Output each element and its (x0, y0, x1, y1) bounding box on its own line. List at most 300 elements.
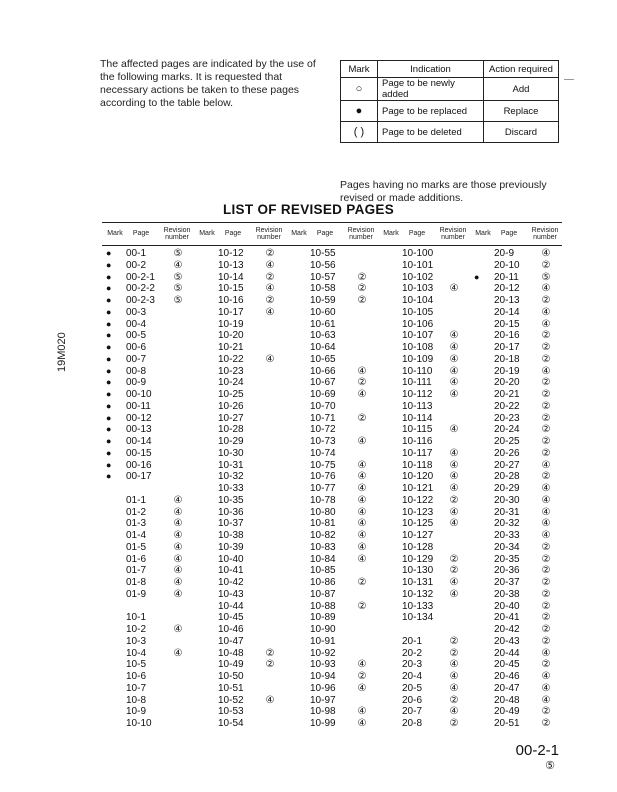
revision-row (470, 354, 562, 366)
revision-number: ④ (541, 318, 551, 330)
page-id: 10-93 (310, 659, 336, 671)
revision-row (194, 260, 286, 272)
revision-number: ② (357, 600, 367, 612)
revision-row (286, 295, 378, 307)
column-header-mark: Mark (107, 230, 123, 238)
page-id: 20-15 (494, 318, 520, 330)
column-header-revision: Revision number (347, 226, 375, 241)
revision-row (470, 471, 562, 483)
page-id: 10-23 (218, 365, 244, 377)
revision-number: ④ (173, 565, 183, 577)
revision-row (102, 659, 194, 671)
revision-row (286, 424, 378, 436)
revision-row (378, 260, 470, 272)
revision-number: ② (541, 342, 551, 353)
page-id: 20-43 (494, 635, 520, 647)
page-id: 00-13 (126, 424, 152, 436)
revision-row (470, 295, 562, 307)
revision-row (102, 413, 194, 425)
page-id: 10-122 (402, 494, 434, 506)
revision-row (378, 589, 470, 601)
revision-row (102, 401, 194, 413)
revision-number: ④ (449, 518, 459, 530)
page-id: 10-31 (218, 459, 244, 471)
revision-row (102, 507, 194, 519)
revision-number: ④ (449, 682, 459, 694)
revision-mark: ● (106, 295, 112, 305)
page-id: 10-115 (402, 424, 433, 436)
revision-row (194, 659, 286, 671)
page-id: 10-28 (218, 424, 244, 436)
page-id: 10-82 (310, 530, 336, 541)
revision-number: ② (541, 659, 551, 671)
revision-number: ② (265, 271, 275, 283)
page-id: 10-21 (218, 342, 244, 353)
revision-row (102, 377, 194, 389)
revision-number: ② (541, 624, 551, 635)
revision-number: ② (541, 718, 551, 729)
page-id: 10-87 (310, 588, 336, 600)
revision-row (470, 589, 562, 601)
page-id: 10-51 (218, 682, 244, 694)
marks-header-indication: Indication (378, 61, 484, 78)
page-id: 10-14 (218, 271, 244, 283)
revision-number: ② (449, 647, 459, 659)
revision-row (470, 272, 562, 284)
revision-row (286, 389, 378, 401)
revision-number: ② (449, 565, 459, 577)
revision-number: ② (357, 412, 367, 424)
revision-mark: ● (106, 330, 112, 341)
column-header-page: Page (408, 230, 426, 238)
revision-number: ② (357, 377, 367, 389)
revision-mark: ● (106, 342, 112, 352)
revision-number: ② (541, 541, 551, 553)
revision-row (470, 260, 562, 272)
revision-number: ② (357, 283, 367, 295)
revision-row (378, 460, 470, 472)
page-id: 10-88 (310, 600, 336, 612)
revision-number: ④ (541, 647, 551, 659)
revision-number: ⑤ (173, 295, 183, 306)
page-id: 00-5 (126, 330, 147, 342)
page-id: 10-117 (402, 447, 433, 459)
page-id: 00-10 (126, 389, 152, 400)
revision-row (102, 612, 194, 624)
revision-row (286, 636, 378, 648)
marks-legend-row (341, 101, 559, 122)
page-id: 10-29 (218, 436, 244, 447)
revision-number: ④ (357, 553, 367, 565)
revision-row (194, 471, 286, 483)
page-id: 10-100 (402, 248, 434, 259)
page-id: 10-46 (218, 624, 244, 635)
revision-row (470, 283, 562, 295)
revision-row (286, 683, 378, 695)
page-id: 10-16 (218, 295, 244, 306)
page-id: 20-20 (494, 377, 520, 389)
revision-row (470, 706, 562, 718)
revision-number: ④ (541, 283, 551, 295)
page-id: 10-120 (402, 471, 434, 483)
revision-row (378, 366, 470, 378)
marks-legend-row (341, 122, 559, 143)
revision-row (286, 542, 378, 554)
page-id: 10-4 (126, 647, 147, 659)
revision-row (102, 330, 194, 342)
revision-number: ④ (449, 283, 459, 295)
column-header-page: Page (224, 230, 242, 238)
page-id: 01-6 (126, 553, 147, 565)
page-id: 10-97 (310, 694, 336, 706)
page-id: 10-47 (218, 635, 244, 647)
page-id: 10-108 (402, 342, 434, 353)
revision-row (286, 436, 378, 448)
revision-row (378, 577, 470, 589)
revision-row (470, 448, 562, 460)
revision-row (378, 706, 470, 718)
page-id: 10-50 (218, 671, 244, 682)
page-id: 10-37 (218, 518, 244, 530)
page-id: 00-4 (126, 318, 147, 330)
page-id: 10-25 (218, 389, 244, 400)
marks-legend-table (340, 60, 559, 143)
revision-row (194, 354, 286, 366)
page-id: 20-25 (494, 436, 520, 447)
page-id: 00-9 (126, 377, 147, 389)
page-id: 10-99 (310, 718, 336, 729)
revision-number: ④ (449, 377, 459, 389)
revision-row (286, 354, 378, 366)
page-id: 10-80 (310, 506, 336, 518)
revision-number: ② (541, 565, 551, 577)
revision-row (194, 248, 286, 260)
revision-number: ④ (173, 541, 183, 553)
revision-row (470, 319, 562, 331)
revision-row (286, 283, 378, 295)
page-id: 10-116 (402, 436, 433, 447)
margin-rule (564, 79, 574, 80)
page-id: 01-1 (126, 494, 147, 506)
revision-number: ④ (357, 530, 367, 541)
revision-row (102, 460, 194, 472)
page-id: 10-24 (218, 377, 244, 389)
revision-number: ② (541, 577, 551, 588)
page-id: 10-107 (402, 330, 434, 342)
revision-row (470, 413, 562, 425)
revised-pages-column (102, 248, 194, 730)
revision-number: ④ (541, 494, 551, 506)
revision-number: ④ (357, 541, 367, 553)
revision-number: ② (449, 494, 459, 506)
revision-row (286, 319, 378, 331)
revision-row (286, 507, 378, 519)
page-id: 20-45 (494, 659, 520, 671)
revision-row (102, 695, 194, 707)
page-id: 20-5 (402, 682, 423, 694)
page-id: 10-54 (218, 718, 244, 729)
side-code: 19M020 (56, 332, 68, 372)
page-id: 10-61 (310, 318, 336, 330)
page-id: 10-89 (310, 612, 336, 624)
page-id: 10-27 (218, 412, 244, 424)
revision-number: ④ (265, 283, 275, 295)
page-id: 20-2 (402, 647, 423, 659)
revision-number: ② (541, 436, 551, 447)
revision-row (378, 507, 470, 519)
revision-number: ⑤ (173, 271, 183, 283)
revised-pages-column (378, 248, 470, 730)
page-id: 10-123 (402, 506, 434, 518)
revision-row (286, 483, 378, 495)
revision-row (470, 601, 562, 613)
page-id: 10-91 (310, 635, 336, 647)
page-id: 01-5 (126, 541, 147, 553)
page-id: 20-40 (494, 600, 520, 612)
column-header-mark: Mark (383, 230, 399, 238)
page-id: 20-13 (494, 295, 520, 306)
revision-row (102, 366, 194, 378)
revision-mark: ● (106, 436, 112, 446)
page-id: 20-18 (494, 353, 520, 365)
page-id: 10-125 (402, 518, 434, 530)
revision-number: ④ (541, 530, 551, 541)
page-id: 20-35 (494, 553, 520, 565)
revision-row (102, 577, 194, 589)
mark-action: Add (484, 78, 559, 101)
revision-number: ② (265, 659, 275, 671)
page-id: 10-84 (310, 553, 336, 565)
revision-number: ② (357, 577, 367, 588)
page-id: 10-49 (218, 659, 244, 671)
page-id: 10-35 (218, 494, 244, 506)
column-header-revision: Revision number (163, 226, 191, 241)
revision-row (378, 307, 470, 319)
revision-row (286, 554, 378, 566)
page-id: 00-8 (126, 365, 147, 377)
page-id: 20-19 (494, 365, 520, 377)
revision-row (102, 448, 194, 460)
revision-number: ④ (357, 518, 367, 530)
page-id: 20-3 (402, 659, 423, 671)
revision-number: ④ (541, 518, 551, 530)
page-id: 10-104 (402, 295, 434, 306)
revision-row (378, 471, 470, 483)
revision-number: ④ (265, 353, 275, 365)
revision-row (470, 507, 562, 519)
revision-row (470, 671, 562, 683)
revision-row (194, 307, 286, 319)
revision-number: ④ (357, 471, 367, 483)
revision-number: ④ (449, 706, 459, 718)
revision-row (378, 248, 470, 260)
revision-row (378, 659, 470, 671)
revision-number: ④ (173, 494, 183, 506)
page-id: 10-26 (218, 400, 244, 412)
page-id: 10-56 (310, 259, 336, 271)
revision-row (102, 272, 194, 284)
revision-row (470, 377, 562, 389)
revision-row (194, 507, 286, 519)
page-id: 10-105 (402, 306, 434, 318)
revision-row (194, 424, 286, 436)
revision-row (194, 695, 286, 707)
page-id: 20-11 (494, 271, 519, 283)
revision-row (470, 554, 562, 566)
revision-row (194, 436, 286, 448)
revision-row (470, 518, 562, 530)
revision-number: ④ (265, 306, 275, 318)
revision-row (286, 577, 378, 589)
page-id: 10-131 (402, 577, 434, 588)
page-id: 20-1 (402, 635, 423, 647)
page-id: 00-2 (126, 259, 147, 271)
page-id: 20-9 (494, 248, 515, 259)
page-id: 10-118 (402, 459, 433, 471)
revision-row (286, 671, 378, 683)
page-id: 10-55 (310, 248, 336, 259)
revision-row (194, 495, 286, 507)
revision-row (102, 283, 194, 295)
page-id: 00-2-1 (126, 271, 155, 283)
revision-row (102, 565, 194, 577)
page-id: 10-128 (402, 541, 434, 553)
list-title: LIST OF REVISED PAGES (222, 202, 395, 217)
revision-row (194, 706, 286, 718)
revision-row (286, 565, 378, 577)
revision-row (194, 413, 286, 425)
revision-row (378, 565, 470, 577)
revision-number: ② (449, 694, 459, 706)
revised-pages-header (102, 222, 562, 246)
revision-row (194, 319, 286, 331)
revision-number: ④ (541, 682, 551, 694)
page-id: 20-46 (494, 671, 520, 682)
page-id: 10-3 (126, 635, 147, 647)
revision-number: ④ (173, 577, 183, 588)
marks-note: Pages having no marks are those previously revised or made additions. (340, 179, 547, 204)
revision-row (378, 330, 470, 342)
revision-number: ② (449, 635, 459, 647)
revision-number: ④ (357, 459, 367, 471)
revision-row (378, 636, 470, 648)
revision-row (286, 471, 378, 483)
page-id: 20-32 (494, 518, 520, 530)
revision-row (378, 377, 470, 389)
page-id: 10-1 (126, 612, 147, 624)
revision-number: ④ (173, 530, 183, 541)
page-id: 20-30 (494, 494, 520, 506)
revision-row (102, 471, 194, 483)
page-id: 01-3 (126, 518, 147, 530)
revision-number: ④ (173, 647, 183, 659)
revision-number: ④ (173, 624, 183, 635)
revision-number: ② (449, 553, 459, 565)
revision-mark: ● (106, 459, 112, 470)
page-id: 20-31 (494, 506, 520, 518)
revision-number: ④ (449, 577, 459, 588)
revision-number: ④ (449, 447, 459, 459)
revision-row (194, 671, 286, 683)
revision-number: ④ (173, 553, 183, 565)
page-id: 10-130 (402, 565, 434, 577)
revision-row (286, 401, 378, 413)
page-id: 10-40 (218, 553, 244, 565)
page-id: 20-26 (494, 447, 520, 459)
mark-symbol: ○ (341, 78, 378, 101)
revision-row (470, 612, 562, 624)
revision-row (286, 272, 378, 284)
revision-row (194, 530, 286, 542)
revision-row (470, 401, 562, 413)
revision-row (470, 389, 562, 401)
page-id: 10-42 (218, 577, 244, 588)
revision-row (102, 554, 194, 566)
revision-number: ④ (173, 518, 183, 530)
page-id: 10-41 (218, 565, 244, 577)
revision-number: ④ (357, 506, 367, 518)
page-id: 20-33 (494, 530, 520, 541)
revision-row (378, 283, 470, 295)
revision-row (470, 577, 562, 589)
page-id: 10-13 (218, 259, 244, 271)
page-id: 00-15 (126, 447, 152, 459)
revision-number: ② (541, 635, 551, 647)
revision-number: ④ (449, 424, 459, 436)
page-id: 10-90 (310, 624, 336, 635)
revision-number: ② (265, 647, 275, 659)
revision-row (286, 330, 378, 342)
revision-mark: ● (106, 271, 112, 282)
revision-mark: ● (106, 318, 112, 329)
page-id: 10-65 (310, 353, 336, 365)
page-id: 10-106 (402, 318, 434, 330)
revision-row (378, 718, 470, 730)
page-id: 00-11 (126, 400, 151, 412)
page-id: 10-71 (310, 412, 336, 424)
revision-row (194, 377, 286, 389)
revision-mark: ● (106, 283, 112, 294)
revision-mark: ● (106, 447, 112, 458)
page-id: 10-8 (126, 694, 147, 706)
revision-number: ② (265, 295, 275, 306)
revision-number: ⑤ (173, 248, 183, 259)
revision-number: ② (541, 612, 551, 624)
revision-number: ② (357, 295, 367, 306)
revision-row (470, 636, 562, 648)
page-id: 10-103 (402, 283, 434, 295)
revision-row (378, 518, 470, 530)
revision-row (194, 401, 286, 413)
revision-number: ② (541, 706, 551, 718)
revision-row (194, 624, 286, 636)
revision-number: ② (541, 330, 551, 342)
page-id: 10-76 (310, 471, 336, 483)
mark-indication: Page to be newly added (378, 78, 484, 101)
intro-paragraph: The affected pages are indicated by the use of the following marks. It is requested that necessary actions be taken to these pages according to the table below. (100, 58, 316, 109)
page-id: 10-57 (310, 271, 336, 283)
revision-row (102, 589, 194, 601)
revision-row (378, 342, 470, 354)
page-id: 10-73 (310, 436, 336, 447)
revision-row (102, 624, 194, 636)
page-id: 10-60 (310, 306, 336, 318)
page-id: 10-86 (310, 577, 336, 588)
revision-row (102, 295, 194, 307)
page-id: 20-8 (402, 718, 423, 729)
page-id: 10-133 (402, 600, 434, 612)
revision-row (286, 718, 378, 730)
